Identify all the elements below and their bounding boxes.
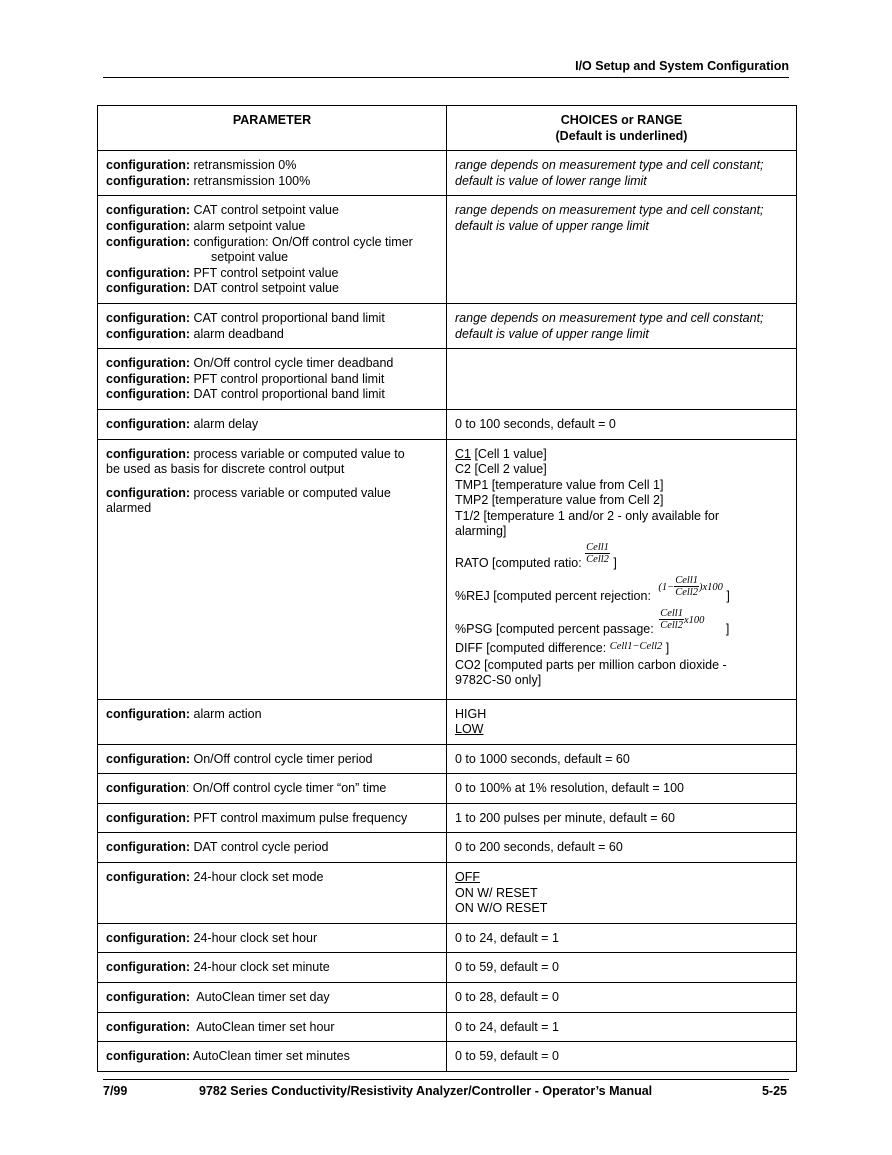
parameter-cell: configuration: CAT control setpoint value configuration: alarm setpoint value configuration: configuration: On/Off control cycle timer setpoint value configuration: PFT control setpoint value configuration: DAT control setpoint value: [98, 196, 447, 304]
choices-cell: range depends on measurement type and cell constant; default is value of upper range limit: [447, 196, 797, 304]
table-row: [98, 151, 797, 196]
default-choice: C1: [455, 446, 471, 461]
table-row: [98, 803, 797, 833]
parameter-cell: configuration: On/Off control cycle timer period: [98, 744, 447, 774]
choices-cell: range depends on measurement type and cell constant; default is value of lower range limit: [447, 151, 797, 196]
table-row: [98, 1042, 797, 1072]
parameter-cell: configuration: AutoClean timer set hour: [98, 1012, 447, 1042]
table-row: [98, 196, 797, 304]
table-row: [98, 923, 797, 953]
header-choices: CHOICES or RANGE (Default is underlined): [447, 106, 797, 151]
table-row: [98, 744, 797, 774]
choices-cell: 0 to 100% at 1% resolution, default = 100: [447, 774, 797, 804]
choices-cell: OFF ON W/ RESET ON W/O RESET: [447, 863, 797, 924]
footer-date: 7/99: [103, 1084, 128, 1098]
table-row: [98, 833, 797, 863]
rej-formula: %REJ [computed percent rejection: (1− $\frac{\text{Cell1}}{\text{Cell2}}$ )x100 ]: [455, 575, 730, 603]
choices-cell: [447, 349, 797, 410]
choices-cell: HIGH LOW: [447, 699, 797, 744]
parameter-cell: configuration: AutoClean timer set day: [98, 983, 447, 1013]
choices-cell: range depends on measurement type and cell constant; default is value of upper range limit: [447, 303, 797, 348]
table-row: [98, 439, 797, 699]
table-row: [98, 953, 797, 983]
diff-formula: DIFF [computed difference: $^{Cell1-Cell2}$ ]: [455, 641, 670, 656]
parameter-cell: configuration: On/Off control cycle timer deadband configuration: PFT control proportional band limit configuration: DAT control proportional band limit: [98, 349, 447, 410]
choices-cell: 0 to 1000 seconds, default = 60: [447, 744, 797, 774]
table-row: [98, 303, 797, 348]
choices-cell: 1 to 200 pulses per minute, default = 60: [447, 803, 797, 833]
parameter-cell: configuration: DAT control cycle period: [98, 833, 447, 863]
rato-formula: RATO [computed ratio: $\frac{\text{Cell1}}{\text{Cell2}}$ ]: [455, 542, 617, 570]
parameter-cell: configuration: CAT control proportional band limit configuration: alarm deadband: [98, 303, 447, 348]
parameter-cell: configuration: process variable or computed value to be used as basis for discrete control output configuration: process variable or computed value alarmed: [98, 439, 447, 699]
footer-title: 9782 Series Conductivity/Resistivity Analyzer/Controller - Operator’s Manual: [199, 1084, 653, 1098]
default-choice: LOW: [455, 722, 484, 737]
ratio-fraction: $\frac{\text{Cell1}}{\text{Cell2}}$: [586, 542, 609, 566]
choices-cell: 0 to 24, default = 1: [447, 1012, 797, 1042]
parameter-cell: configuration: PFT control maximum pulse frequency: [98, 803, 447, 833]
parameter-cell: configuration: alarm delay: [98, 409, 447, 439]
parameter-cell: configuration: retransmission 0% configuration: retransmission 100%: [98, 151, 447, 196]
choices-cell: 0 to 28, default = 0: [447, 983, 797, 1013]
page-footer: [103, 1079, 789, 1103]
default-choice: OFF: [455, 870, 480, 885]
table-row: [98, 699, 797, 744]
table-row: [98, 409, 797, 439]
choices-cell: C1 [Cell 1 value] C2 [Cell 2 value] TMP1 [temperature value from Cell 1] TMP2 [temperature value from Cell 2] T1/2 [temperature 1 and/or 2 - only available for alarming] RATO [computed ratio: $\frac{\text{Cell1}}{\text{Cell2}}$ ] %REJ [computed percent rejection: (1− $\frac{\text{Cell1}}{\text{Cell2}}$ )x100 ] %PSG [computed percent passage: $\frac{\text{Cell1}}{\text{Cell2}}$ x100 ] DIFF [computed difference: $^{Cell1-Cell2}$ ] CO2 [computed parts per million carbon dioxide - 9782C-S0 only]: [447, 439, 797, 699]
parameter-cell: configuration: 24-hour clock set mode: [98, 863, 447, 924]
choices-cell: 0 to 200 seconds, default = 60: [447, 833, 797, 863]
choices-cell: 0 to 59, default = 0: [447, 1042, 797, 1072]
table-row: [98, 1012, 797, 1042]
table-row: [98, 349, 797, 410]
parameter-cell: configuration: On/Off control cycle timer “on” time: [98, 774, 447, 804]
table-row: [98, 983, 797, 1013]
parameter-cell: configuration: 24-hour clock set minute: [98, 953, 447, 983]
choices-cell: 0 to 100 seconds, default = 0: [447, 409, 797, 439]
table-row: [98, 774, 797, 804]
running-header: I/O Setup and System Configuration: [103, 56, 789, 78]
parameter-cell: configuration: 24-hour clock set hour: [98, 923, 447, 953]
table-header-row: [98, 106, 797, 151]
parameter-cell: configuration: AutoClean timer set minutes: [98, 1042, 447, 1072]
page-number: 5-25: [761, 1084, 787, 1098]
table-row: [98, 863, 797, 924]
choices-cell: 0 to 24, default = 1: [447, 923, 797, 953]
header-parameter: PARAMETER: [98, 106, 447, 151]
choices-cell: 0 to 59, default = 0: [447, 953, 797, 983]
parameter-cell: configuration: alarm action: [98, 699, 447, 744]
psg-formula: %PSG [computed percent passage: $\frac{\text{Cell1}}{\text{Cell2}}$ x100 ]: [455, 608, 730, 636]
parameter-table: [97, 105, 797, 1072]
